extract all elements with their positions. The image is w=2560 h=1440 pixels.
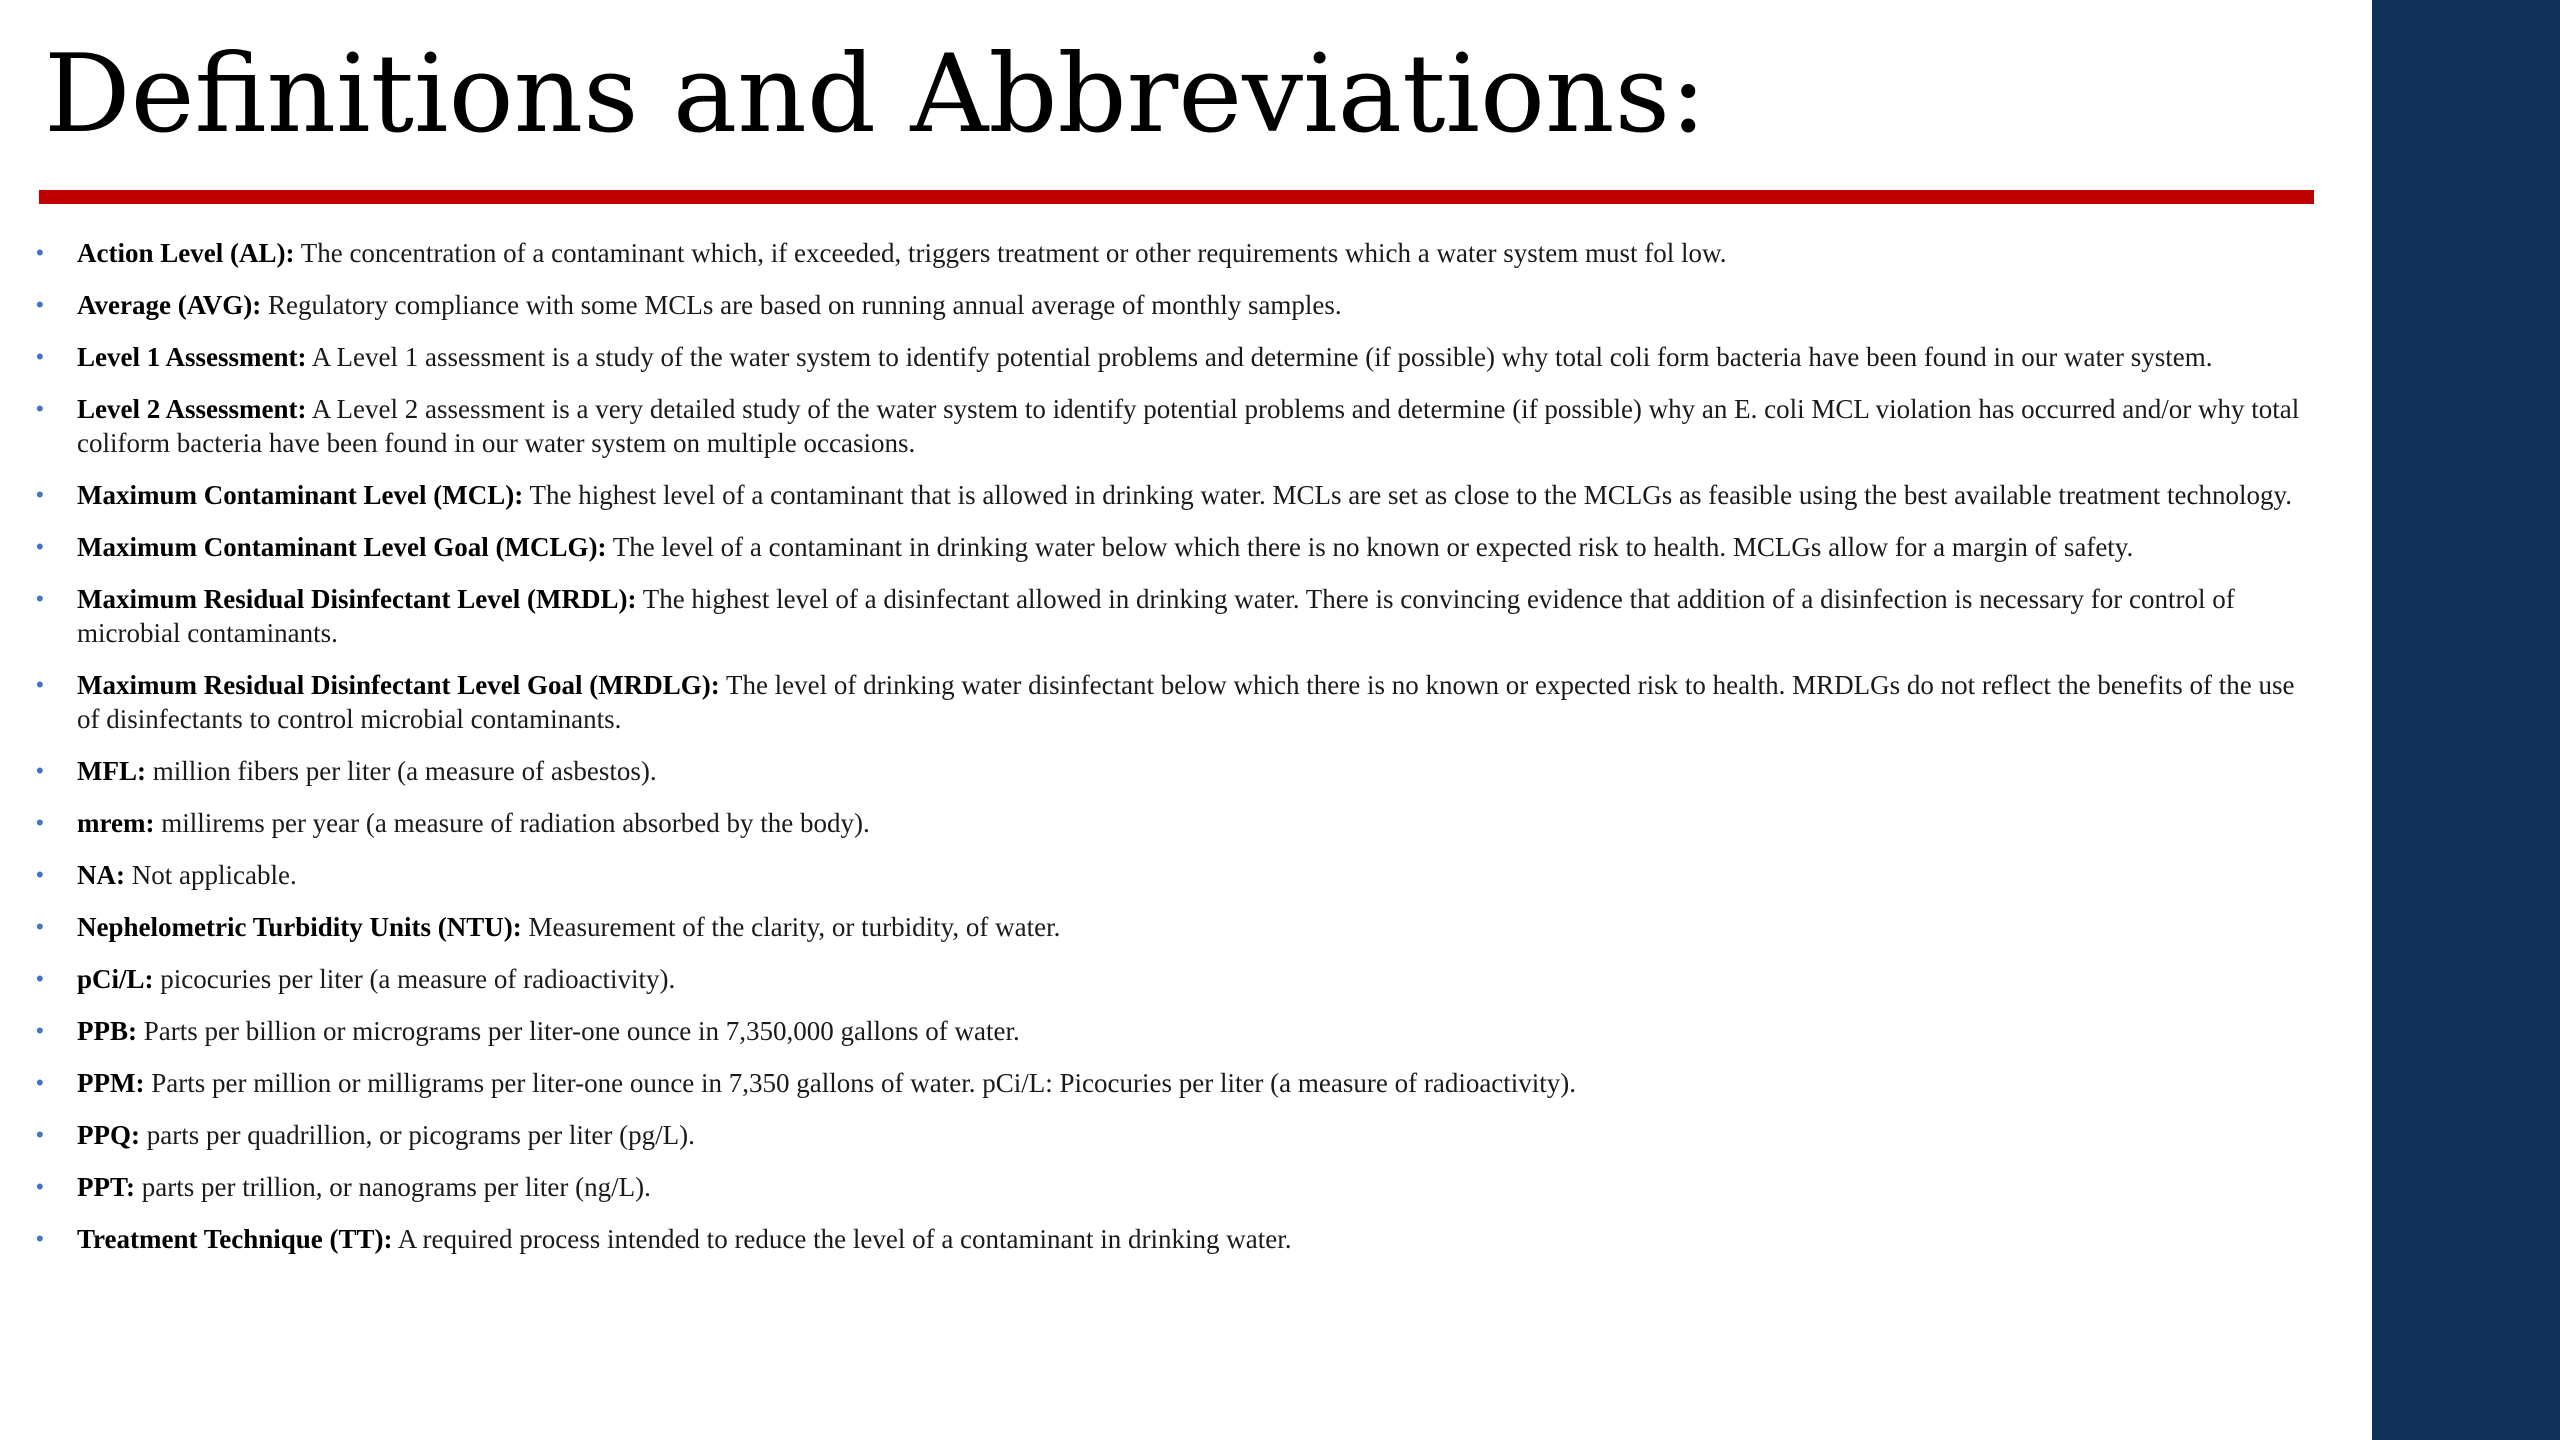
list-item — [36, 582, 2316, 650]
definition-text: parts per quadrillion, or picograms per liter (pg/L). — [146, 1120, 695, 1150]
definition-text: The highest level of a disinfectant allowed in drinking water. There is convincing evidence that addition of a disinfection is necessary for control of microbial contaminants. — [77, 584, 2235, 648]
list-item — [36, 1222, 2316, 1256]
bullet-icon: • — [36, 1018, 44, 1043]
definition-text: The concentration of a contaminant which, if exceeded, triggers treatment or other requirements which a water system must fol low. — [300, 238, 1727, 268]
definition-term: Action Level (AL): — [77, 238, 295, 268]
definition-term: Maximum Residual Disinfectant Level Goal (MRDLG): — [77, 670, 720, 700]
list-item — [36, 1066, 2316, 1100]
definition-text: Parts per billion or micrograms per liter-one ounce in 7,350,000 gallons of water. — [143, 1016, 1020, 1046]
list-item — [36, 236, 2316, 270]
definition-text: A required process intended to reduce the level of a contaminant in drinking water. — [397, 1224, 1292, 1254]
list-item — [36, 478, 2316, 512]
definition-term: Maximum Contaminant Level Goal (MCLG): — [77, 532, 607, 562]
bullet-icon: • — [36, 240, 44, 265]
list-item — [36, 1118, 2316, 1152]
definition-term: pCi/L: — [77, 964, 154, 994]
list-item — [36, 530, 2316, 564]
definition-term: Average (AVG): — [77, 290, 262, 320]
definition-term: mrem: — [77, 808, 155, 838]
definition-term: Level 2 Assessment: — [77, 394, 307, 424]
page-title: Definitions and Abbreviations: — [44, 32, 1707, 157]
bullet-icon: • — [36, 758, 44, 783]
bullet-icon: • — [36, 396, 44, 421]
definition-text: The level of a contaminant in drinking water below which there is no known or expected risk to health. MCLGs allow for a margin of safety. — [612, 532, 2134, 562]
definition-term: Treatment Technique (TT): — [77, 1224, 393, 1254]
list-item — [36, 340, 2316, 374]
definition-term: PPB: — [77, 1016, 137, 1046]
definition-text: millirems per year (a measure of radiation absorbed by the body). — [161, 808, 870, 838]
definition-term: Maximum Contaminant Level (MCL): — [77, 480, 524, 510]
definition-text: picocuries per liter (a measure of radioactivity). — [160, 964, 676, 994]
list-item — [36, 806, 2316, 840]
definition-term: PPM: — [77, 1068, 145, 1098]
list-item — [36, 858, 2316, 892]
bullet-icon: • — [36, 1070, 44, 1095]
bullet-icon: • — [36, 914, 44, 939]
definition-text: The highest level of a contaminant that is allowed in drinking water. MCLs are set as close to the MCLGs as feasible using the best available treatment technology. — [529, 480, 2292, 510]
definition-text: Regulatory compliance with some MCLs are based on running annual average of monthly samples. — [267, 290, 1342, 320]
definition-text: Parts per million or milligrams per liter-one ounce in 7,350 gallons of water. pCi/L: Picocuries per liter (a measure of radioactivity). — [151, 1068, 1577, 1098]
title-underline — [39, 190, 2314, 204]
definition-term: NA: — [77, 860, 125, 890]
list-item — [36, 1170, 2316, 1204]
definition-term: MFL: — [77, 756, 146, 786]
definition-text: Measurement of the clarity, or turbidity, of water. — [528, 912, 1061, 942]
definition-text: A Level 2 assessment is a very detailed study of the water system to identify potential problems and determine (if possible) why an E. coli MCL violation has occurred and/or why total coliform bacteria have been found in our water system on multiple occasions. — [77, 394, 2300, 458]
list-item — [36, 668, 2316, 736]
definition-text: The level of drinking water disinfectant below which there is no known or expected risk to health. MRDLGs do not reflect the benefits of the use of disinfectants to control microbial contaminants. — [77, 670, 2295, 734]
list-item — [36, 288, 2316, 322]
bullet-icon: • — [36, 672, 44, 697]
list-item — [36, 754, 2316, 788]
definition-text: million fibers per liter (a measure of asbestos). — [152, 756, 657, 786]
bullet-icon: • — [36, 534, 44, 559]
definition-term: Nephelometric Turbidity Units (NTU): — [77, 912, 522, 942]
bullet-icon: • — [36, 810, 44, 835]
list-item — [36, 910, 2316, 944]
bullet-icon: • — [36, 482, 44, 507]
bullet-icon: • — [36, 344, 44, 369]
bullet-icon: • — [36, 292, 44, 317]
bullet-icon: • — [36, 586, 44, 611]
bullet-icon: • — [36, 1174, 44, 1199]
bullet-icon: • — [36, 966, 44, 991]
definition-term: PPT: — [77, 1172, 135, 1202]
definitions-list — [36, 236, 2316, 1274]
list-item — [36, 1014, 2316, 1048]
list-item — [36, 392, 2316, 460]
definition-text: Not applicable. — [131, 860, 297, 890]
definition-text: parts per trillion, or nanograms per liter (ng/L). — [141, 1172, 651, 1202]
list-item — [36, 962, 2316, 996]
bullet-icon: • — [36, 862, 44, 887]
bullet-icon: • — [36, 1226, 44, 1251]
definition-text: A Level 1 assessment is a study of the water system to identify potential problems and determine (if possible) why total coli form bacteria have been found in our water system. — [311, 342, 2213, 372]
definition-term: PPQ: — [77, 1120, 140, 1150]
definition-term: Level 1 Assessment: — [77, 342, 307, 372]
bullet-icon: • — [36, 1122, 44, 1147]
definition-term: Maximum Residual Disinfectant Level (MRDL): — [77, 584, 637, 614]
side-accent-bar — [2372, 0, 2560, 1440]
